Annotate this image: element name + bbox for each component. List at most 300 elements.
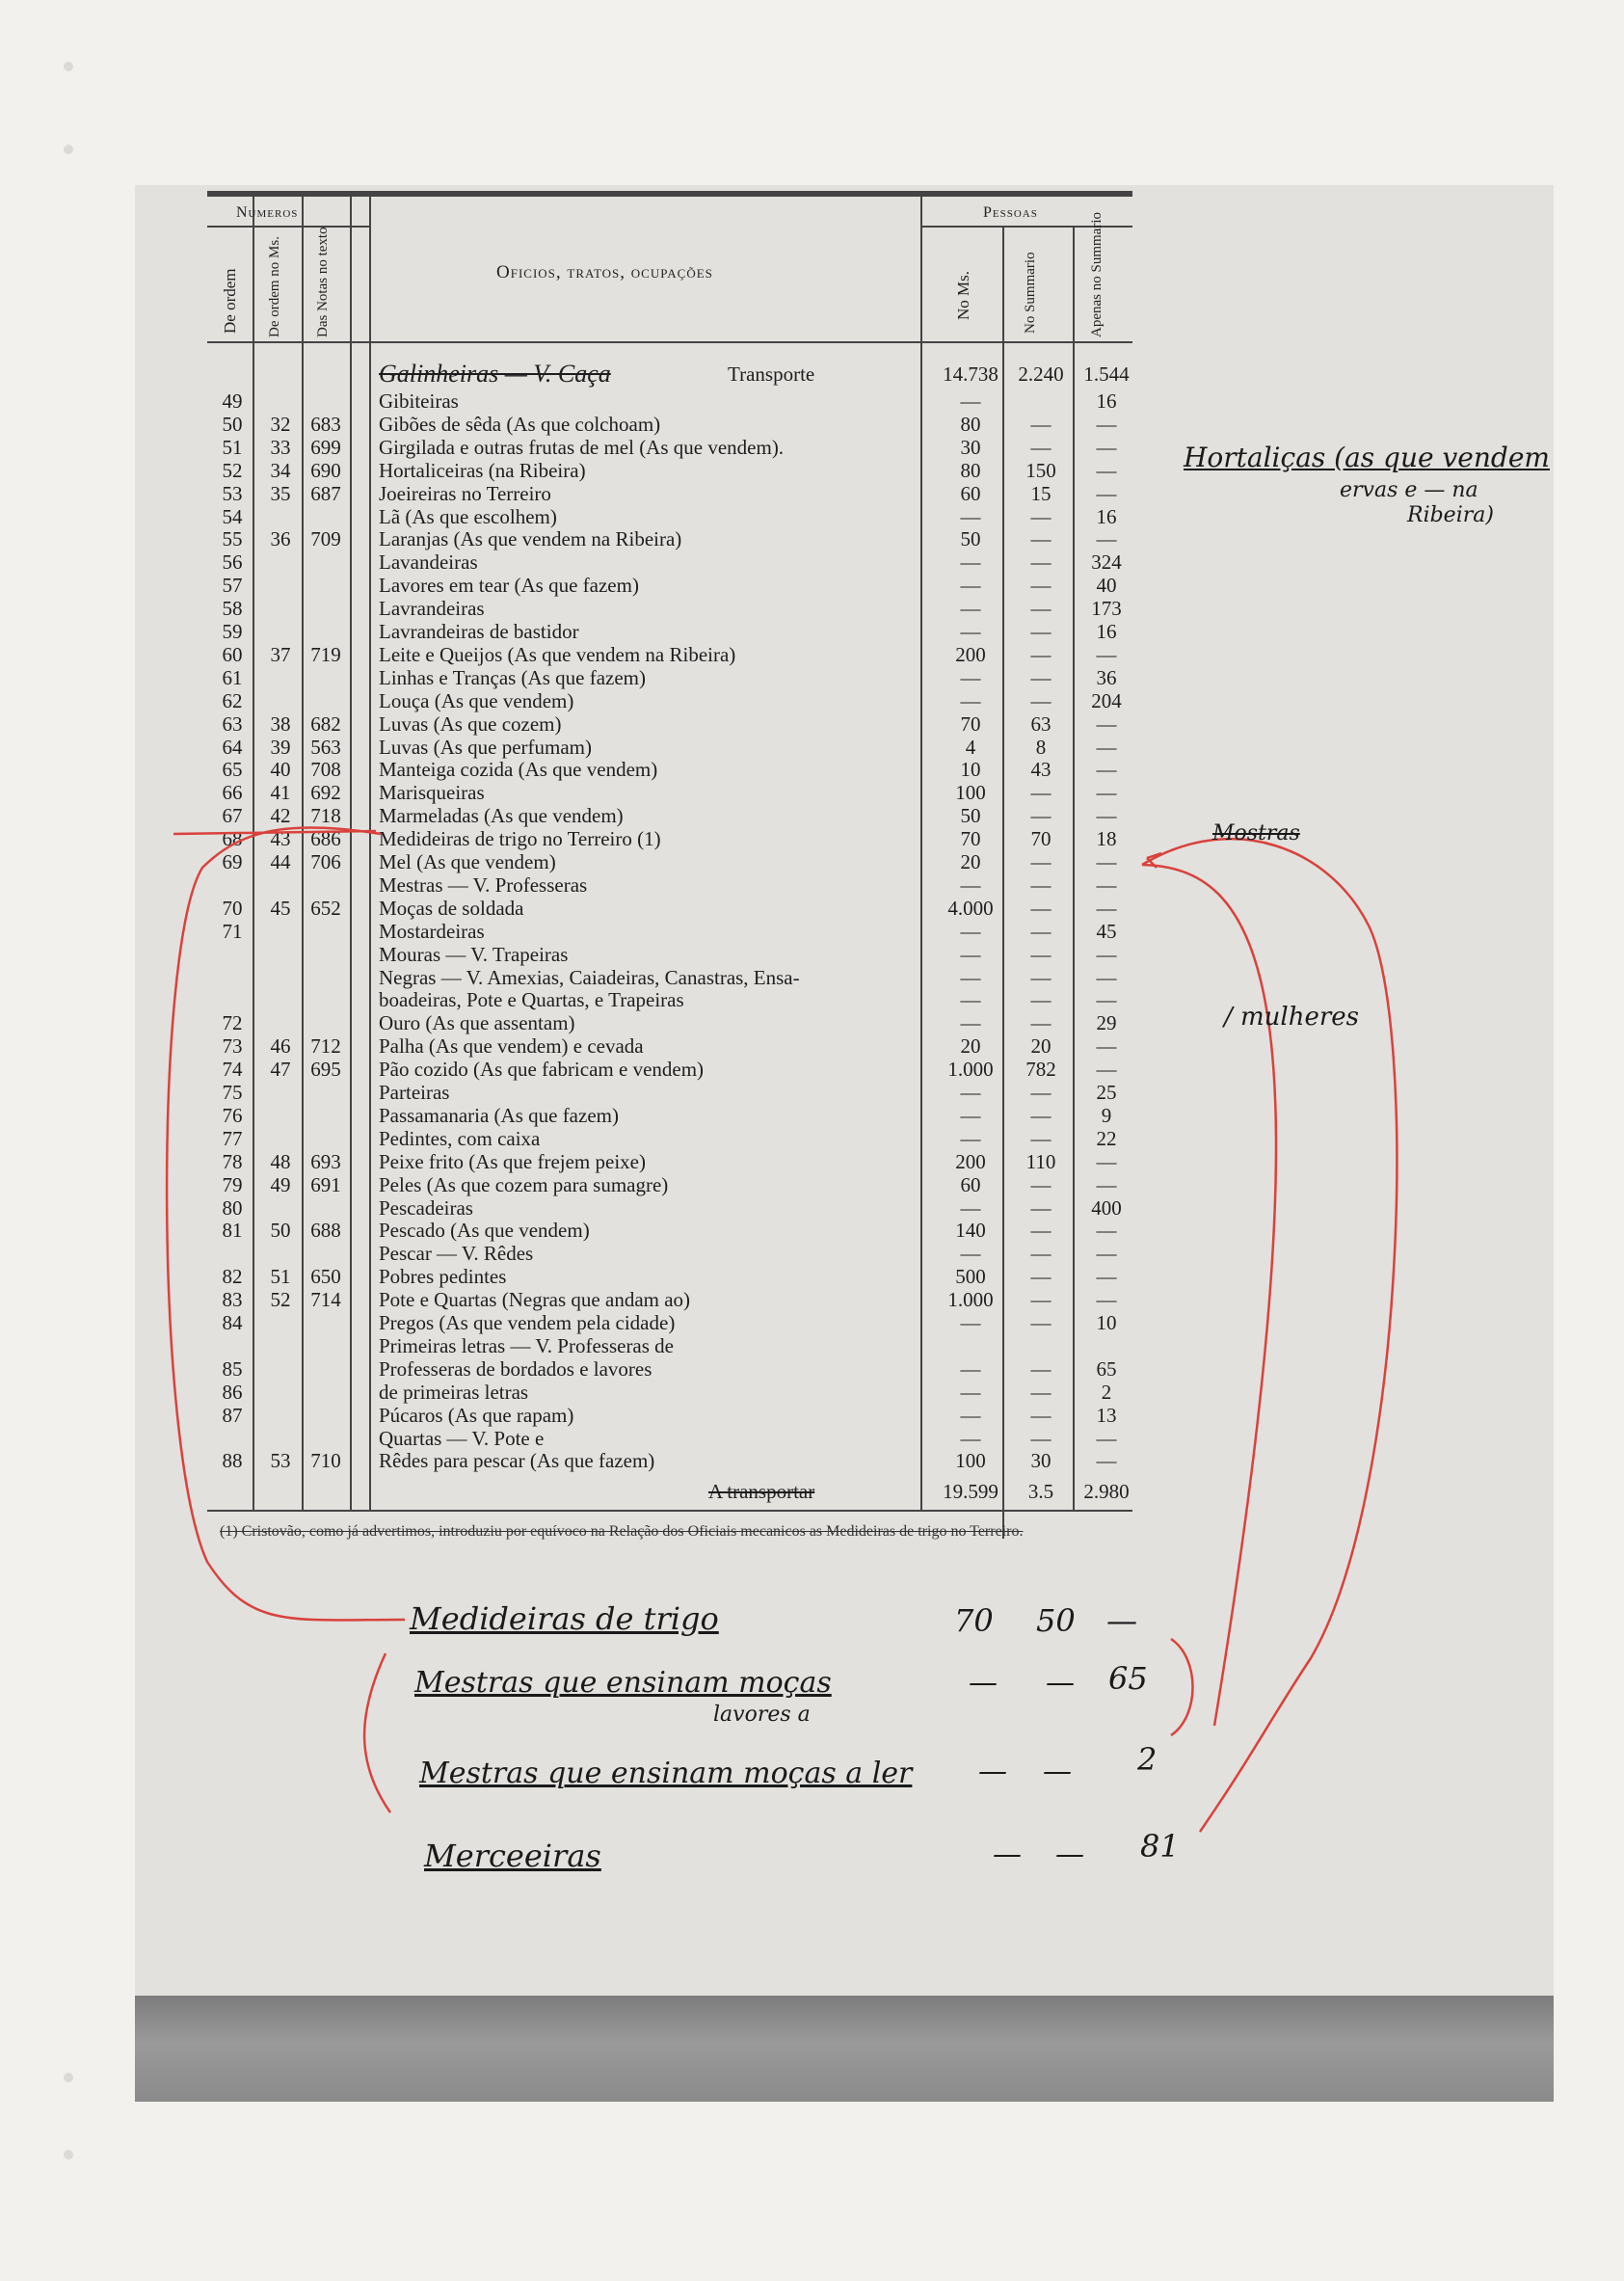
order-number: 79 [222,1172,243,1196]
nota-number: 652 [310,896,341,920]
occupation-text: Gibões de sêda (As que colchoam) [379,412,661,436]
count-no-summario: — [1030,965,1052,989]
occupation-text: Luvas (As que perfumam) [379,735,593,759]
order-number: 50 [222,412,243,436]
count-apenas-summario: — [1096,1219,1117,1243]
a-transportar-label: A transportar [708,1480,815,1504]
handwriting-medideiras-v1: 70 [954,1602,994,1639]
count-no-ms: — [960,942,981,966]
order-number: 81 [222,1219,243,1243]
count-apenas-summario: — [1096,850,1117,873]
nota-number: 693 [310,1149,341,1173]
count-no-summario: — [1030,1426,1052,1450]
ms-number: 34 [270,458,291,482]
count-no-summario: — [1030,1311,1052,1334]
header-das-notas: Das Notas no texto [315,227,331,337]
order-number: 61 [222,665,243,689]
order-number: 51 [222,435,243,459]
occupation-text: Louça (As que vendem) [379,688,574,712]
occupation-text: Lavores em tear (As que fazem) [379,574,639,598]
count-no-ms: — [960,1011,981,1035]
hand-note: Galinheiras — V. Caça [379,360,611,388]
handwriting-medideiras: Medideiras de trigo [410,1600,719,1637]
occupation-text: Quartas — V. Pote e [379,1426,545,1450]
ms-number: 32 [270,412,291,436]
order-number: 49 [222,389,243,413]
count-no-summario: — [1030,1380,1052,1404]
occupation-text: Ouro (As que assentam) [379,1011,575,1035]
occupation-text: Lã (As que escolhem) [379,504,557,528]
occupation-text: Laranjas (As que vendem na Ribeira) [379,527,682,551]
header-oficios: Oficios, tratos, ocupações [496,262,713,282]
count-no-ms: — [960,597,981,621]
occupation-text: Marisqueiras [379,781,485,805]
occupation-text: Peixe frito (As que frejem peixe) [379,1149,646,1173]
ms-number: 48 [270,1149,291,1173]
count-no-ms: 4 [965,735,976,759]
red-bracket-right [1171,1639,1193,1735]
order-number: 83 [222,1288,243,1312]
header-no-ms: No Ms. [954,270,972,320]
count-no-ms: — [960,965,981,989]
order-number: 71 [222,919,243,943]
count-apenas-summario: — [1096,1172,1117,1196]
header-apenas-summario: Apenas no Summario [1089,212,1105,337]
occupation-text: Primeiras letras — V. Professeras de [379,1333,674,1357]
ms-number: 38 [270,711,291,736]
count-apenas-summario: 16 [1096,620,1117,643]
red-curve-inner [1142,865,1276,1726]
order-number: 57 [222,574,243,598]
count-no-summario: 150 [1025,458,1056,482]
nota-number: 687 [310,481,341,505]
occupation-text: Moças de soldada [379,896,524,920]
count-no-summario: 15 [1030,481,1052,505]
ms-number: 53 [270,1449,291,1473]
count-no-summario: — [1030,1356,1052,1381]
count-apenas-summario: 10 [1096,1311,1117,1334]
count-no-ms: 14.738 [943,362,998,386]
count-no-summario: — [1030,1172,1052,1196]
count-apenas-summario: — [1096,1058,1117,1082]
nota-number: 710 [310,1449,341,1473]
count-no-summario: 3.5 [1027,1480,1054,1504]
handwriting-medideiras-v3: — [1106,1602,1137,1639]
occupation-text: Púcaros (As que rapam) [379,1403,574,1427]
count-no-ms: 10 [960,758,981,782]
occupation-text: Manteiga cozida (As que vendem) [379,758,658,782]
handwriting-merceeiras-d1: — [993,1838,1022,1871]
order-number: 54 [222,504,243,528]
handwriting-hortalicas: Hortaliças (as que vendem [1184,442,1550,473]
count-no-ms: 70 [960,711,981,736]
nota-number: 709 [310,527,341,551]
count-no-ms: 20 [960,850,981,873]
order-number: 75 [222,1081,243,1104]
count-no-summario: — [1030,620,1052,643]
order-number: 52 [222,458,243,482]
order-number: 85 [222,1356,243,1381]
count-apenas-summario: — [1096,965,1117,989]
ms-number: 43 [270,827,291,851]
count-no-ms: 1.000 [947,1058,994,1082]
occupation-text: de primeiras letras [379,1380,529,1404]
occupation-text: Joeireiras no Terreiro [379,481,551,505]
order-number: 87 [222,1403,243,1427]
count-no-ms: 80 [960,412,981,436]
count-no-summario: 2.240 [1018,362,1064,386]
nota-number: 683 [310,412,341,436]
red-arrow-medideiras [173,831,376,834]
count-no-ms: — [960,1403,981,1427]
count-no-summario: 110 [1025,1149,1056,1173]
handwriting-mestras-lavores-d1: — [969,1666,998,1700]
occupation-text: Pescado (As que vendem) [379,1219,590,1243]
occupation-text: Lavandeiras [379,550,478,575]
occupation-text: Lavrandeiras [379,597,485,621]
occupation-text: Mouras — V. Trapeiras [379,942,569,966]
nota-number: 695 [310,1058,341,1082]
count-no-summario: 43 [1030,758,1052,782]
nota-number: 691 [310,1172,341,1196]
ms-number: 46 [270,1034,291,1059]
count-apenas-summario: — [1096,758,1117,782]
count-no-ms: 500 [955,1265,986,1289]
count-no-ms: — [960,988,981,1012]
count-no-ms: — [960,1356,981,1381]
count-apenas-summario: — [1096,942,1117,966]
occupation-text: Peles (As que cozem para sumagre) [379,1172,669,1196]
occupation-text: Lavrandeiras de bastidor [379,620,579,643]
count-no-summario: 70 [1030,827,1052,851]
count-apenas-summario: — [1096,735,1117,759]
red-curve-left [167,827,405,1620]
count-apenas-summario: 13 [1096,1403,1117,1427]
ms-number: 35 [270,481,291,505]
count-no-ms: 140 [955,1219,986,1243]
count-no-summario: — [1030,988,1052,1012]
order-number: 59 [222,620,243,643]
count-no-summario: — [1030,1242,1052,1266]
occupation-text: Pregos (As que vendem pela cidade) [379,1311,676,1334]
nota-number: 686 [310,827,341,851]
count-no-ms: — [960,919,981,943]
occupation-text: Linhas e Tranças (As que fazem) [379,665,646,689]
order-number: 80 [222,1195,243,1220]
ms-number: 42 [270,804,291,828]
count-no-summario: — [1030,688,1052,712]
handwriting-mestras-lavores-v: 65 [1108,1660,1148,1697]
count-apenas-summario: — [1096,711,1117,736]
count-no-ms: 60 [960,481,981,505]
count-apenas-summario: 25 [1096,1081,1117,1104]
count-apenas-summario: 173 [1091,597,1122,621]
count-no-ms: 100 [955,1449,986,1473]
occupation-text: Palha (As que vendem) e cevada [379,1034,644,1059]
occupation-text: boadeiras, Pote e Quartas, e Trapeiras [379,988,684,1012]
handwriting-mestras-lavores-d2: — [1046,1666,1075,1700]
count-apenas-summario: — [1096,458,1117,482]
count-no-ms: 30 [960,435,981,459]
count-apenas-summario: 18 [1096,827,1117,851]
count-no-ms: — [960,620,981,643]
handwriting-mestras-ler-v: 2 [1137,1741,1158,1778]
count-apenas-summario: 2.980 [1083,1480,1130,1504]
count-no-summario: — [1030,942,1052,966]
count-no-ms: — [960,688,981,712]
count-no-summario: — [1030,1288,1052,1312]
nota-number: 690 [310,458,341,482]
count-no-summario: — [1030,1195,1052,1220]
count-apenas-summario: — [1096,1449,1117,1473]
count-apenas-summario: 40 [1096,574,1117,598]
count-apenas-summario: — [1096,896,1117,920]
order-number: 84 [222,1311,243,1334]
order-number: 88 [222,1449,243,1473]
red-curve-right [1142,839,1397,1832]
count-no-ms: — [960,872,981,897]
count-apenas-summario: — [1096,412,1117,436]
order-number: 56 [222,550,243,575]
ms-number: 45 [270,896,291,920]
count-no-summario: — [1030,412,1052,436]
handwriting-medideiras-v2: 50 [1036,1602,1076,1639]
count-apenas-summario: — [1096,1242,1117,1266]
count-no-summario: 782 [1025,1058,1056,1082]
count-apenas-summario: — [1096,1034,1117,1059]
order-number: 86 [222,1380,243,1404]
count-no-ms: 19.599 [943,1480,998,1504]
red-bracket-left [364,1653,390,1812]
count-no-ms: — [960,1426,981,1450]
order-number: 78 [222,1149,243,1173]
transporte-label: Transporte [728,362,815,386]
occupation-text: Medideiras de trigo no Terreiro (1) [379,827,661,851]
handwriting-mestras-lavores: Mestras que ensinam moças [414,1666,832,1700]
count-apenas-summario: — [1096,642,1117,666]
occupation-text: Pote e Quartas (Negras que andam ao) [379,1288,691,1312]
order-number: 72 [222,1011,243,1035]
count-apenas-summario: — [1096,872,1117,897]
count-apenas-summario: 1.544 [1083,362,1130,386]
count-apenas-summario: — [1096,1426,1117,1450]
ms-number: 51 [270,1265,291,1289]
count-apenas-summario: 16 [1096,504,1117,528]
order-number: 60 [222,642,243,666]
nota-number: 718 [310,804,341,828]
handwriting-mestras-ler: Mestras que ensinam moças a ler [419,1757,913,1790]
count-no-summario: — [1030,896,1052,920]
count-no-summario: — [1030,1219,1052,1243]
count-no-ms: 20 [960,1034,981,1059]
occupation-text: Leite e Queijos (As que vendem na Ribeira) [379,642,736,666]
ms-number: 39 [270,735,291,759]
header-de-ordem: De ordem [221,268,239,334]
count-apenas-summario: — [1096,527,1117,551]
ms-number: 33 [270,435,291,459]
count-no-summario: — [1030,1103,1052,1127]
order-number: 58 [222,597,243,621]
count-apenas-summario: 65 [1096,1356,1117,1381]
count-no-summario: — [1030,781,1052,805]
count-no-summario: 20 [1030,1034,1052,1059]
count-apenas-summario: 16 [1096,389,1117,413]
occupation-text: Mostardeiras [379,919,485,943]
count-no-ms: 80 [960,458,981,482]
count-no-ms: — [960,1103,981,1127]
count-no-ms: — [960,1081,981,1104]
order-number: 76 [222,1103,243,1127]
order-number: 70 [222,896,243,920]
count-no-ms: 1.000 [947,1288,994,1312]
count-apenas-summario: — [1096,988,1117,1012]
nota-number: 714 [310,1288,341,1312]
count-no-ms: — [960,1311,981,1334]
nota-number: 699 [310,435,341,459]
nota-number: 706 [310,850,341,873]
count-no-summario: — [1030,550,1052,575]
count-no-summario: — [1030,872,1052,897]
count-apenas-summario: — [1096,1149,1117,1173]
nota-number: 650 [310,1265,341,1289]
order-number: 66 [222,781,243,805]
nota-number: 708 [310,758,341,782]
occupation-text: Marmeladas (As que vendem) [379,804,624,828]
count-apenas-summario: — [1096,781,1117,805]
order-number: 74 [222,1058,243,1082]
order-number: 62 [222,688,243,712]
occupation-text: Hortaliceiras (na Ribeira) [379,458,586,482]
count-no-summario: — [1030,435,1052,459]
handwriting-merceeiras-v: 81 [1140,1828,1180,1865]
count-no-ms: 4.000 [947,896,994,920]
ms-number: 40 [270,758,291,782]
count-no-ms: — [960,1242,981,1266]
order-number: 55 [222,527,243,551]
count-no-summario: — [1030,642,1052,666]
header-numeros: Numeros [236,204,299,221]
count-no-ms: 200 [955,642,986,666]
occupation-text: Pobres pedintes [379,1265,507,1289]
order-number: 63 [222,711,243,736]
count-apenas-summario: — [1096,435,1117,459]
count-no-summario: — [1030,1011,1052,1035]
count-no-summario: 63 [1030,711,1052,736]
nota-number: 688 [310,1219,341,1243]
handwriting-side-mark: Mostras [1212,821,1300,845]
count-no-ms: 70 [960,827,981,851]
ms-number: 47 [270,1058,291,1082]
occupation-text: Luvas (As que cozem) [379,711,562,736]
nota-number: 719 [310,642,341,666]
count-no-summario: — [1030,1265,1052,1289]
handwriting-merceeiras: Merceeiras [424,1838,601,1874]
nota-number: 692 [310,781,341,805]
count-no-ms: — [960,1126,981,1150]
occupation-text: Mestras — V. Professeras [379,872,588,897]
occupation-text: Mel (As que vendem) [379,850,556,873]
count-apenas-summario: 45 [1096,919,1117,943]
occupation-text: Passamanaria (As que fazem) [379,1103,619,1127]
count-apenas-summario: 9 [1101,1103,1112,1127]
occupation-text: Parteiras [379,1081,450,1104]
header-pessoas: Pessoas [983,204,1038,221]
count-no-summario: — [1030,804,1052,828]
count-no-ms: 200 [955,1149,986,1173]
occupation-text: Pedintes, com caixa [379,1126,541,1150]
count-apenas-summario: 22 [1096,1126,1117,1150]
nota-number: 682 [310,711,341,736]
order-number: 68 [222,827,243,851]
count-apenas-summario: — [1096,1265,1117,1289]
order-number: 77 [222,1126,243,1150]
occupation-text: Girgilada e outras frutas de mel (As que vendem). [379,435,785,459]
count-no-ms: — [960,389,981,413]
count-no-ms: — [960,1195,981,1220]
ms-number: 52 [270,1288,291,1312]
handwriting-hortalicas-3: Ribeira) [1407,503,1494,527]
count-no-summario: — [1030,574,1052,598]
occupation-text: Gibiteiras [379,389,459,413]
order-number: 53 [222,481,243,505]
count-no-ms: — [960,665,981,689]
ms-number: 44 [270,850,291,873]
count-no-summario: — [1030,919,1052,943]
count-apenas-summario: 2 [1101,1380,1112,1404]
ms-number: 36 [270,527,291,551]
occupation-text: Pescar — V. Rêdes [379,1242,534,1266]
count-apenas-summario: 324 [1091,550,1122,575]
count-no-summario: — [1030,1081,1052,1104]
order-number: 69 [222,850,243,873]
count-no-summario: — [1030,597,1052,621]
count-apenas-summario: — [1096,804,1117,828]
handwriting-mestras-ler-d2: — [1043,1755,1072,1788]
nota-number: 712 [310,1034,341,1059]
occupation-text: Professeras de bordados e lavores [379,1356,652,1381]
order-number: 65 [222,758,243,782]
header-de-ordem-ms: De ordem no Ms. [267,236,282,337]
ms-number: 49 [270,1172,291,1196]
count-no-ms: 50 [960,527,981,551]
count-no-summario: — [1030,1403,1052,1427]
count-apenas-summario: — [1096,1288,1117,1312]
count-no-summario: 8 [1035,735,1047,759]
header-no-summario: No Summario [1023,252,1038,334]
order-number: 64 [222,735,243,759]
nota-number: 563 [310,735,341,759]
occupation-text: Negras — V. Amexias, Caiadeiras, Canastras, Ensa- [379,965,800,989]
count-apenas-summario: 400 [1091,1195,1122,1220]
count-no-ms: 100 [955,781,986,805]
count-no-summario: — [1030,504,1052,528]
count-apenas-summario: 29 [1096,1011,1117,1035]
handwriting-mulheres: / mulheres [1224,1003,1360,1032]
count-no-summario: — [1030,850,1052,873]
count-apenas-summario: 204 [1091,688,1122,712]
occupation-text: Rêdes para pescar (As que fazem) [379,1449,655,1473]
count-apenas-summario: — [1096,481,1117,505]
count-no-ms: — [960,574,981,598]
ms-number: 50 [270,1219,291,1243]
handwriting-mestras-ler-d1: — [978,1755,1007,1788]
footnote: (1) Cristovão, como já advertimos, introduziu por equívoco na Relação dos Oficiais mecanicos as Medideiras de trigo no Terreiro. [220,1523,1024,1540]
ms-number: 41 [270,781,291,805]
order-number: 73 [222,1034,243,1059]
count-no-summario: — [1030,527,1052,551]
ms-number: 37 [270,642,291,666]
count-apenas-summario: 36 [1096,665,1117,689]
